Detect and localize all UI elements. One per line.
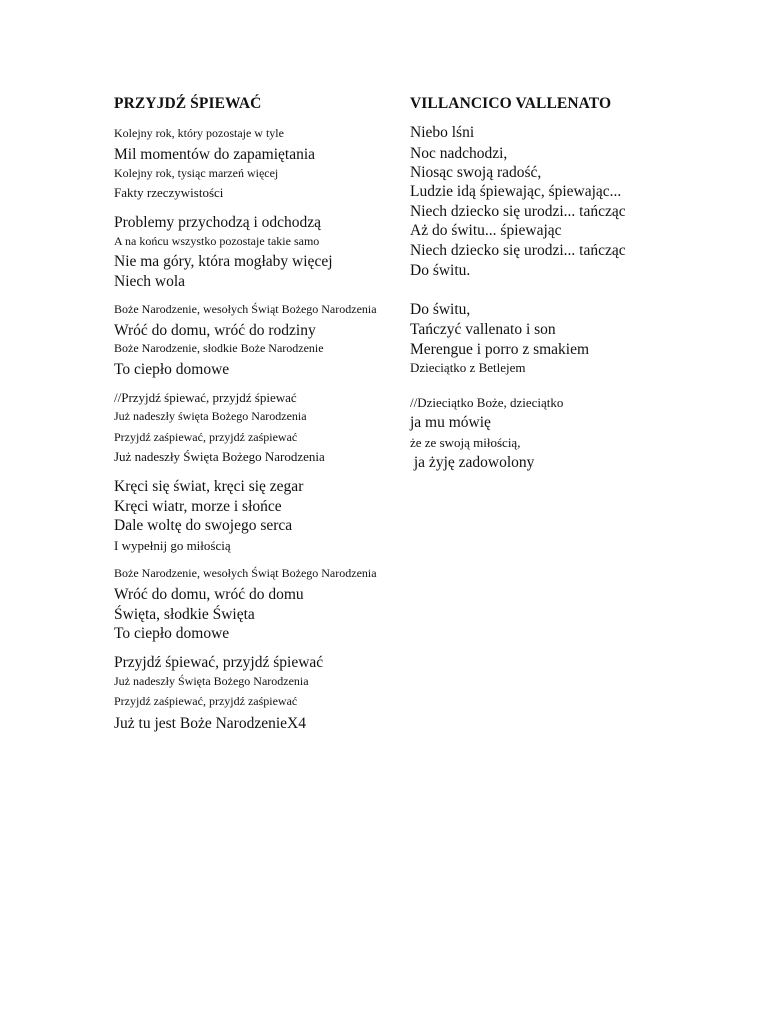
lyric-line: Niech dziecko się urodzi... tańcząc — [410, 203, 626, 220]
lyric-line: Fakty rzeczywistości — [114, 185, 224, 200]
lyric-line: Ludzie idą śpiewając, śpiewając... — [410, 183, 622, 200]
lyric-line: A na końcu wszystko pozostaje takie samo — [114, 234, 320, 248]
lyric-line: Wróć do domu, wróć do rodziny — [114, 322, 316, 339]
lyric-line: Niebo lśni — [410, 124, 475, 141]
lyric-line: //Przyjdź śpiewać, przyjdź śpiewać — [114, 390, 297, 405]
lyric-line: Kręci się świat, kręci się zegar — [114, 478, 304, 495]
lyric-line: To ciepło domowe — [114, 625, 230, 642]
lyric-line: Aż do świtu... śpiewając — [410, 222, 562, 239]
lyric-line: Nie ma góry, która mogłaby więcej — [114, 253, 333, 270]
lyric-line: Przyjdź zaśpiewać, przyjdź zaśpiewać — [114, 694, 298, 708]
lyric-line: Przyjdź zaśpiewać, przyjdź zaśpiewać — [114, 430, 298, 444]
lyric-line: Problemy przychodzą i odchodzą — [114, 214, 322, 231]
lyric-line: Do świtu. — [410, 262, 471, 279]
lyric-line: Dzieciątko z Betlejem — [410, 360, 526, 375]
lyric-line: Już tu jest Boże NarodzenieX4 — [114, 715, 306, 732]
lyric-line: Do świtu, — [410, 301, 471, 318]
lyric-line: Tańczyć vallenato i son — [410, 321, 556, 338]
lyric-line: Merengue i porro z smakiem — [410, 341, 590, 358]
lyric-line: Boże Narodzenie, słodkie Boże Narodzenie — [114, 341, 324, 355]
lyric-line: //Dzieciątko Boże, dzieciątko — [410, 395, 564, 410]
lyric-line: To ciepło domowe — [114, 361, 230, 378]
lyric-line: Kolejny rok, tysiąc marzeń więcej — [114, 166, 279, 180]
lyric-line: Mil momentów do zapamiętania — [114, 146, 316, 163]
lyric-line: Niech wola — [114, 273, 186, 290]
lyric-line: ja żyję zadowolony — [410, 454, 535, 471]
lyric-line: Już nadeszły Święta Bożego Narodzenia — [114, 674, 309, 688]
lyric-line: Kolejny rok, który pozostaje w tyle — [114, 126, 284, 140]
lyric-line: Boże Narodzenie, wesołych Świąt Bożego Narodzenia — [114, 302, 377, 316]
lyric-line: Święta, słodkie Święta — [114, 606, 255, 623]
left-song-title: PRZYJDŹ ŚPIEWAĆ — [114, 95, 262, 112]
lyric-line: Boże Narodzenie, wesołych Świąt Bożego Narodzenia — [114, 566, 377, 580]
lyric-line: Niosąc swoją radość, — [410, 164, 542, 181]
lyric-line: ja mu mówię — [410, 414, 491, 431]
lyric-line: Noc nadchodzi, — [410, 145, 508, 162]
lyric-line: że ze swoją miłością, — [410, 435, 521, 450]
lyric-line: Przyjdź śpiewać, przyjdź śpiewać — [114, 654, 324, 671]
lyric-line: I wypełnij go miłością — [114, 538, 231, 553]
lyric-line: Już nadeszły święta Bożego Narodzenia — [114, 409, 307, 423]
right-song-title: VILLANCICO VALLENATO — [410, 95, 612, 112]
lyric-line: Kręci wiatr, morze i słońce — [114, 498, 282, 515]
lyric-line: Niech dziecko się urodzi... tańcząc — [410, 242, 626, 259]
lyric-line: Wróć do domu, wróć do domu — [114, 586, 304, 603]
lyric-line: Już nadeszły Święta Bożego Narodzenia — [114, 449, 325, 464]
lyric-line: Dale woltę do swojego serca — [114, 517, 293, 534]
